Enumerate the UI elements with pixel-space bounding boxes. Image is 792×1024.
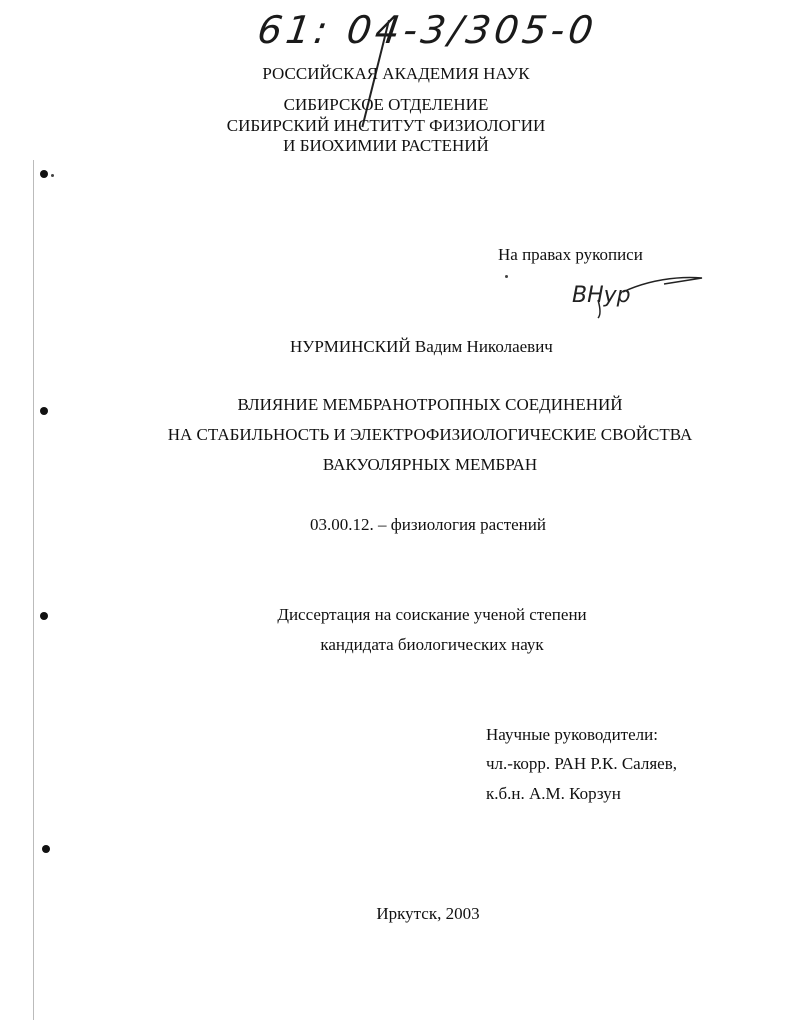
author-signature <box>568 270 708 325</box>
scan-speck <box>51 174 54 177</box>
author-surname: НУРМИНСКИЙ <box>290 337 411 356</box>
supervisor-first: чл.-корр. РАН Р.К. Саляев, <box>486 754 678 773</box>
institute-name-line2: И БИОХИМИИ РАСТЕНИЙ <box>283 136 489 155</box>
thesis-title-line1: ВЛИЯНИЕ МЕМБРАНОТРОПНЫХ СОЕДИНЕНИЙ <box>237 395 623 414</box>
institute-name-line1: СИБИРСКИЙ ИНСТИТУТ ФИЗИОЛОГИИ <box>226 116 546 135</box>
supervisor-second: к.б.н. А.М. Корзун <box>486 784 621 803</box>
thesis-title-line2: НА СТАБИЛЬНОСТЬ И ЭЛЕКТРОФИЗИОЛОГИЧЕСКИЕ СВОЙСТВА <box>167 425 693 444</box>
binding-hole-mark <box>42 845 50 853</box>
rights-note: На правах рукописи <box>498 245 643 264</box>
signature-flourish <box>623 278 702 292</box>
signature-graphic <box>568 270 708 320</box>
archive-number-handwritten: 61: 04-3/305-0 <box>254 8 600 52</box>
author-name <box>290 337 553 357</box>
degree-line2: кандидата биологических наук <box>320 635 544 654</box>
academy-name: РОССИЙСКАЯ АКАДЕМИЯ НАУК <box>262 64 530 83</box>
supervisors-heading: Научные руководители: <box>486 725 658 744</box>
scan-speck <box>505 275 508 278</box>
binding-hole-mark <box>40 170 48 178</box>
degree-line1: Диссертация на соискание ученой степени <box>277 605 587 624</box>
place-and-year: Иркутск, 2003 <box>376 904 480 923</box>
branch-name: СИБИРСКОЕ ОТДЕЛЕНИЕ <box>283 95 489 114</box>
signature-text: ВНур <box>572 283 631 308</box>
author-given-names: Вадим Николаевич <box>414 337 553 356</box>
scan-edge-line <box>33 160 34 1020</box>
thesis-title-line3: ВАКУОЛЯРНЫХ МЕМБРАН <box>322 455 538 474</box>
specialty-code: 03.00.12. – физиология растений <box>310 515 546 534</box>
